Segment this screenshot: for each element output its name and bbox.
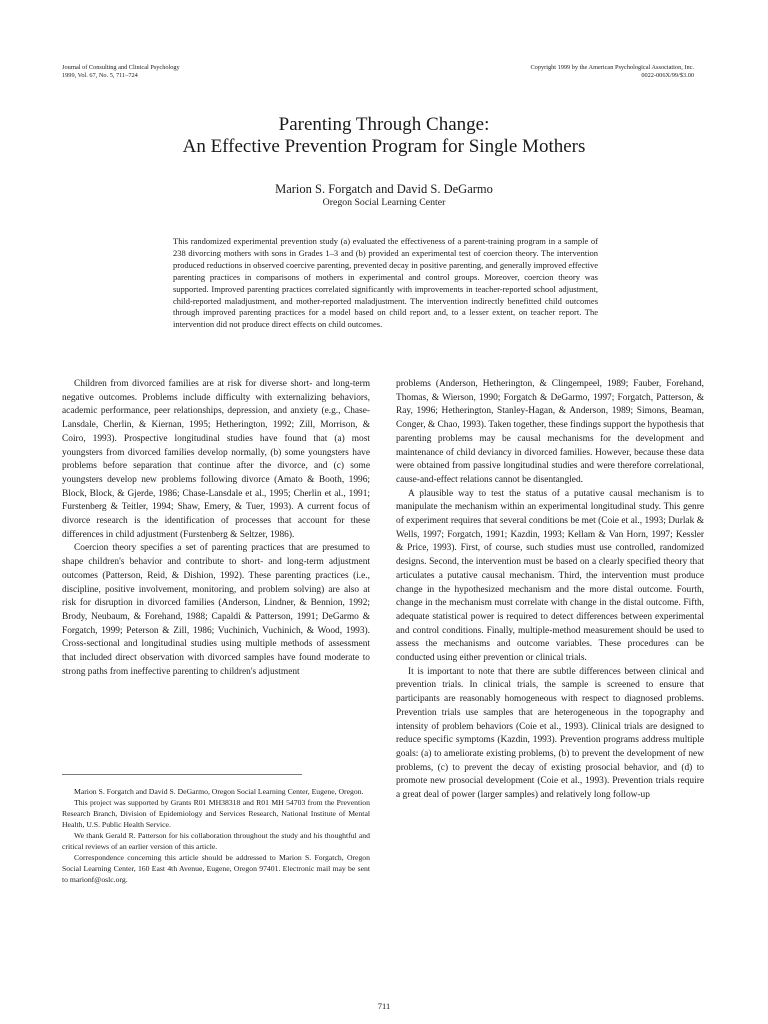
body-paragraph: A plausible way to test the status of a putative causal mechanism is to manipulate the mechanism within an experimental longitudinal study. This genre of experiment requires that several conditions be met (Coie et al., 1993; Durlak & Wells, 1997; Forgatch, 1991; Kazdin, 1993; Kellam & Van Horn, 1997; Kessler & Price, 1993). First, of course, such studies must use controlled, randomized designs. Second, the intervention must be based on a clearly specified theory that articulates a putative causal mechanism. Third, the intervention must produce change in the hypothesized mechanism and the more distal outcome. Fourth, change in the mechanism must correlate with change in the distal outcome. Fifth, adequate statistical power is required to detect differences between experimental and control conditions. Finally, multiple-method measurement should be used to assess the mechanisms and outcome variables. These procedures can be conducted using either prevention or clinical trials.: [396, 488, 704, 664]
author-names: Marion S. Forgatch and David S. DeGarmo: [275, 182, 493, 196]
footnote: This project was supported by Grants R01 MH38318 and R01 MH 54703 from the Prevention Research Branch, Division of Epidemiology and Services Research, National Institute of Mental Health, U.S. Public Health Service.: [62, 798, 370, 829]
title-line-1: Parenting Through Change:: [278, 114, 490, 135]
footnote-divider: [62, 774, 302, 775]
body-column-right: [396, 378, 704, 803]
body-paragraph: problems (Anderson, Hetherington, & Clingempeel, 1989; Fauber, Forehand, Thomas, & Wierson, 1990; Forgatch & DeGarmo, 1997; Forgatch, Patterson, & Ray, 1996; Hetherington, Stanley-Hagan, & Anderson, 1989; Simons, Beaman, Conger, & Chao, 1993). Taken together, these findings support the hypothesis that parenting problems may be causal mechanisms for the development and maintenance of child deviancy in divorced families. However, because these data were obtained from passive longitudinal studies and were therefore correlational, cause-and-effect relations cannot be disentangled.: [396, 379, 705, 485]
copyright-line: Copyright 1999 by the American Psychological Association, Inc.: [530, 64, 694, 71]
journal-header: [62, 64, 180, 80]
title-line-2: An Effective Prevention Program for Single Mothers: [182, 136, 586, 157]
body-paragraph: It is important to note that there are subtle differences between clinical and prevention trials. In clinical trials, the sample is screened to ensure that participants are reasonably homogeneous with respect to diagnosed problems. Prevention trials use samples that are heterogeneous in the topography and intensity of problem behaviors (Coie et al., 1993). Clinical trials are designed to reduce specific symptoms (Kazdin, 1993). Prevention programs address multiple goals: (a) to ameliorate existing problems, (b) to prevent the development of new problems, (c) to prevent the decay of existing prosocial behavior, and (d) to promote new prosocial development (Coie et al., 1993). Prevention trials require a great deal of power (larger samples) and relatively long follow-up: [396, 666, 704, 801]
copyright-header: [530, 64, 694, 80]
article-code: 0022-006X/99/$3.00: [641, 72, 694, 79]
body-column-left: [62, 378, 370, 679]
footnote: Marion S. Forgatch and David S. DeGarmo, Oregon Social Learning Center, Eugene, Oregon.: [74, 787, 364, 796]
journal-name: Journal of Consulting and Clinical Psychology: [62, 64, 180, 71]
footnote: We thank Gerald R. Patterson for his collaboration throughout the study and his thoughtful and critical reviews of an earlier version of this article.: [62, 831, 370, 851]
author-affiliation: Oregon Social Learning Center: [322, 197, 446, 208]
page-number: 711: [377, 1001, 391, 1011]
footnote: Correspondence concerning this article should be addressed to Marion S. Forgatch, Oregon Social Learning Center, 160 East 4th Avenue, Eugene, Oregon 97401. Electronic mail may be sent to marionf@oslc.org.: [62, 853, 370, 884]
abstract: This randomized experimental prevention study (a) evaluated the effectiveness of a parent-training program in a sample of 238 divorcing mothers with sons in Grades 1–3 and (b) provided an experimental test of coercion theory. The intervention produced reductions in observed coercive parenting, prevented decay in positive parenting, and generally improved effective parenting practices in comparisons of mothers in experimental and control groups. Moreover, coercion theory was supported. Improved parenting practices correlated significantly with improvements in teacher-reported school adjustment, child-reported maladjustment, and mother-reported maladjustment. The intervention indirectly benefitted child outcomes through improved parenting practices for a model based on child report and, to a lesser extent, on teacher report. The intervention did not produce direct effects on child outcomes.: [173, 236, 598, 330]
author-notes: [62, 786, 370, 885]
body-paragraph: Children from divorced families are at risk for diverse short- and long-term negative outcomes. Problems include difficulty with externalizing behaviors, academic performance, peer relationships, depression, and anxiety (e.g., Chase-Lansdale, Cherlin, & Kiernan, 1995; Hetherington, 1992; Zill, Morrison, & Coiro, 1993). Prospective longitudinal studies have found that (a) most youngsters from divorced families develop normally, (b) some youngsters have problems before separation that continue after the divorce, and (c) some youngsters develop new problems following divorce (Amato & Booth, 1996; Block, Block, & Gjerde, 1986; Chase-Lansdale et al., 1995; Cherlin et al., 1991; Furstenberg & Teitler, 1994; Shaw, Emery, & Tuer, 1993). A current focus of divorce research is the identification of processes that account for these differences in child adjustment (Furstenberg & Seltzer, 1986).: [62, 379, 370, 540]
journal-volume: 1999, Vol. 67, No. 5, 711–724: [62, 72, 138, 79]
author-block: [0, 182, 768, 209]
article-title: [0, 114, 768, 158]
body-paragraph: Coercion theory specifies a set of parenting practices that are presumed to shape children's behavior and contribute to short- and long-term adjustment outcomes (Patterson, Reid, & Dishion, 1992). These parenting practices (i.e., discipline, positive involvement, monitoring, and problem solving) are also at risk for disruption in divorced families (Anderson, Lindner, & Bennion, 1992; Brody, Neubaum, & Forehand, 1988; Capaldi & Patterson, 1991; DeGarmo & Forgatch, 1999; Peterson & Zill, 1986; Vuchinich, Vuchinich, & Wood, 1993). Cross-sectional and longitudinal studies using multiple methods of assessment that included direct observation with divorced samples have found moderate to strong paths from ineffective parenting to children's adjustment: [62, 543, 370, 677]
